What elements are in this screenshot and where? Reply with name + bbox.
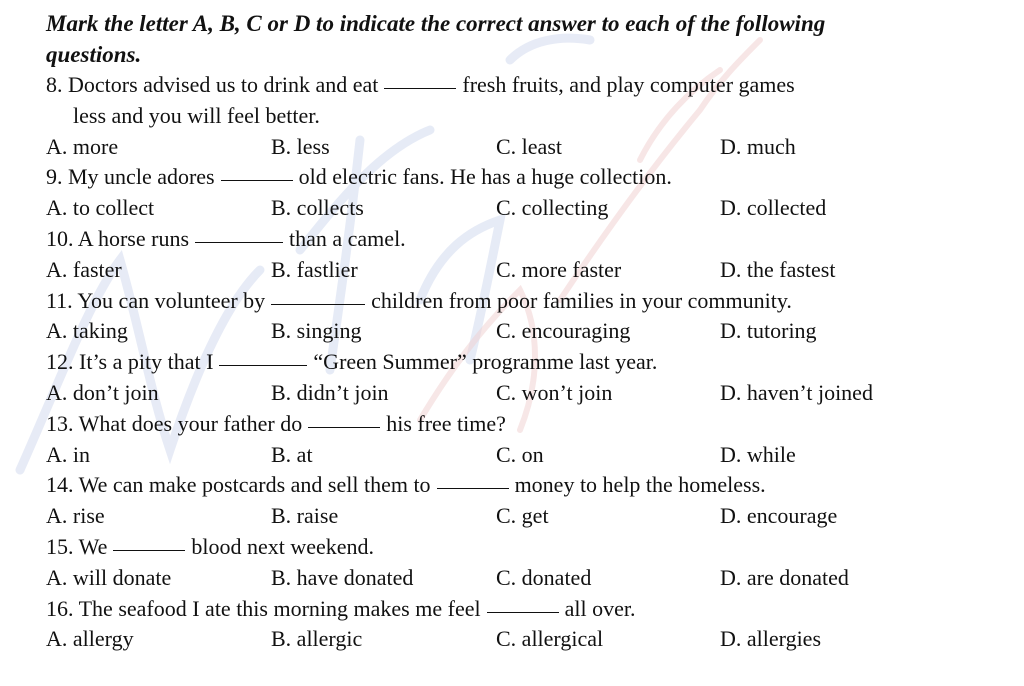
option-d[interactable]: D. are donated <box>720 564 849 590</box>
option-c[interactable]: C. collecting <box>496 195 609 221</box>
question-text-after: than a camel. <box>289 225 406 251</box>
instruction-line-1: Mark the letter A, B, C or D to indicate the correct answer to each of the following <box>46 11 826 36</box>
answer-options <box>46 440 1006 471</box>
worksheet <box>46 8 1006 655</box>
answer-blank[interactable] <box>437 487 509 489</box>
question-text-after: “Green Summer” programme last year. <box>313 349 658 375</box>
question-13 <box>46 409 1006 440</box>
option-b[interactable]: B. didn’t join <box>271 379 389 405</box>
question-8 <box>46 70 1006 101</box>
option-b[interactable]: B. collects <box>271 195 364 221</box>
option-c[interactable]: C. more faster <box>496 256 622 282</box>
question-12 <box>46 347 1006 378</box>
answer-blank[interactable] <box>487 611 559 613</box>
question-number: 15. <box>46 533 74 559</box>
instruction-line-2: questions. <box>46 42 142 67</box>
option-c[interactable]: C. least <box>496 133 562 159</box>
question-10 <box>46 224 1006 255</box>
option-c[interactable]: C. encouraging <box>496 318 631 344</box>
option-c[interactable]: C. allergical <box>496 626 604 652</box>
answer-blank[interactable] <box>113 549 185 551</box>
question-9 <box>46 162 1006 193</box>
answer-options <box>46 501 1006 532</box>
option-a[interactable]: A. rise <box>46 503 105 529</box>
question-text-after: old electric fans. He has a huge collection. <box>298 164 672 190</box>
option-c[interactable]: C. get <box>496 503 549 529</box>
question-text-after: all over. <box>564 595 636 621</box>
question-text-before: It’s a pity that I <box>79 349 214 375</box>
question-number: 9. <box>46 164 63 190</box>
option-b[interactable]: B. less <box>271 133 330 159</box>
option-b[interactable]: B. raise <box>271 503 339 529</box>
option-a[interactable]: A. taking <box>46 318 128 344</box>
answer-blank[interactable] <box>219 364 307 366</box>
answer-blank[interactable] <box>195 241 283 243</box>
instruction-heading <box>46 8 1006 70</box>
question-text-before: A horse runs <box>77 225 190 251</box>
option-d[interactable]: D. collected <box>720 195 827 221</box>
question-text-after: fresh fruits, and play computer games <box>462 72 795 97</box>
answer-options <box>46 316 1006 347</box>
option-d[interactable]: D. much <box>720 133 796 159</box>
option-d[interactable]: D. allergies <box>720 626 822 652</box>
option-a[interactable]: A. to collect <box>46 195 155 221</box>
option-c[interactable]: C. won’t join <box>496 379 613 405</box>
option-d[interactable]: D. the fastest <box>720 256 836 282</box>
option-b[interactable]: B. fastlier <box>271 256 358 282</box>
option-c[interactable]: C. on <box>496 441 544 467</box>
question-text-before: What does your father do <box>78 410 303 436</box>
answer-options <box>46 193 1006 224</box>
question-15 <box>46 532 1006 563</box>
answer-blank[interactable] <box>308 426 380 428</box>
question-text-before: My uncle adores <box>68 164 215 190</box>
question-list <box>46 70 1006 655</box>
question-text-before: We <box>78 533 108 559</box>
question-text-before: You can volunteer by <box>77 287 266 313</box>
answer-options <box>46 255 1006 286</box>
option-d[interactable]: D. while <box>720 441 796 467</box>
question-number: 11. <box>46 287 73 313</box>
question-number: 16. <box>46 595 74 621</box>
answer-blank[interactable] <box>271 303 365 305</box>
option-a[interactable]: A. more <box>46 133 119 159</box>
option-a[interactable]: A. don’t join <box>46 379 159 405</box>
question-number: 14. <box>46 472 74 498</box>
answer-options <box>46 563 1006 594</box>
option-a[interactable]: A. allergy <box>46 626 134 652</box>
question-text-after: his free time? <box>386 410 506 436</box>
question-text-after: children from poor families in your community. <box>371 287 792 313</box>
option-b[interactable]: B. singing <box>271 318 362 344</box>
option-b[interactable]: B. at <box>271 441 313 467</box>
question-text-before: We can make postcards and sell them to <box>78 472 431 498</box>
question-text-after: blood next weekend. <box>191 533 375 559</box>
question-continuation: less and you will feel better. <box>73 102 320 128</box>
question-14 <box>46 470 1006 501</box>
option-a[interactable]: A. faster <box>46 256 122 282</box>
question-number: 12. <box>46 349 74 375</box>
option-b[interactable]: B. have donated <box>271 564 414 590</box>
question-11 <box>46 286 1006 317</box>
answer-blank[interactable] <box>221 179 293 181</box>
question-text-after: money to help the homeless. <box>514 472 766 498</box>
option-a[interactable]: A. will donate <box>46 564 172 590</box>
option-d[interactable]: D. haven’t joined <box>720 379 873 405</box>
answer-blank[interactable] <box>384 87 456 89</box>
question-number: 8. <box>46 72 63 97</box>
question-text-before: The seafood I ate this morning makes me feel <box>78 595 481 621</box>
answer-options <box>46 132 1006 163</box>
question-number: 13. <box>46 410 74 436</box>
option-b[interactable]: B. allergic <box>271 626 363 652</box>
answer-options <box>46 378 1006 409</box>
option-c[interactable]: C. donated <box>496 564 592 590</box>
question-text-before: Doctors advised us to drink and eat <box>68 72 379 97</box>
question-16 <box>46 594 1006 625</box>
option-a[interactable]: A. in <box>46 441 90 467</box>
answer-options <box>46 624 1006 655</box>
option-d[interactable]: D. encourage <box>720 503 838 529</box>
question-number: 10. <box>46 225 74 251</box>
option-d[interactable]: D. tutoring <box>720 318 817 344</box>
